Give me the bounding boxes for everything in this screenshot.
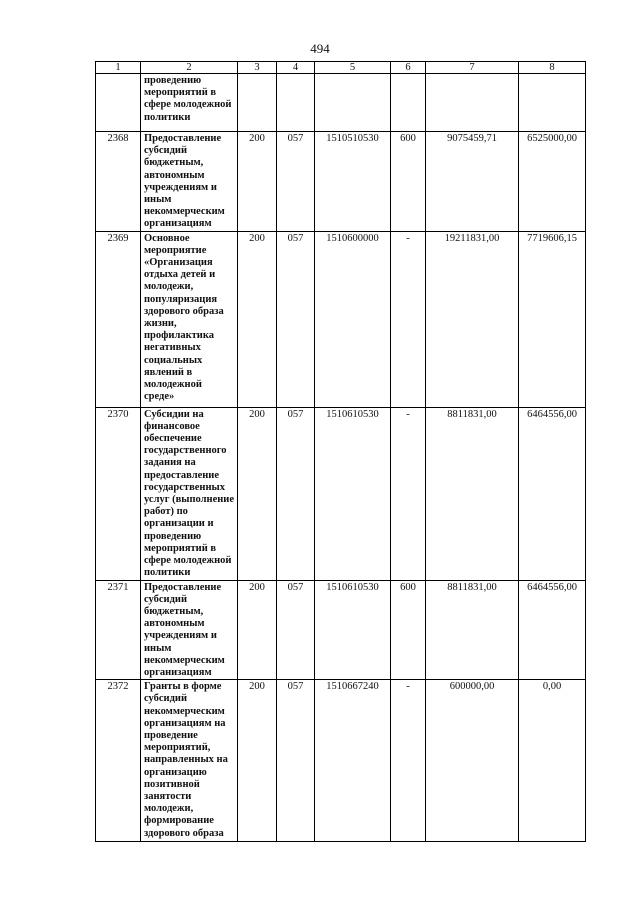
row-col6: -	[391, 231, 426, 407]
column-header: 1	[96, 62, 141, 74]
row-name: проведению мероприятий в сфере молодежной политики	[141, 74, 238, 132]
row-col5: 1510610530	[315, 407, 391, 580]
row-col3: 200	[238, 407, 277, 580]
row-number: 2371	[96, 580, 141, 680]
row-number: 2370	[96, 407, 141, 580]
row-col6: -	[391, 407, 426, 580]
row-col3	[238, 74, 277, 132]
row-col8: 6464556,00	[519, 580, 586, 680]
row-col4: 057	[277, 407, 315, 580]
row-col5	[315, 74, 391, 132]
row-col5: 1510667240	[315, 680, 391, 842]
row-col4	[277, 74, 315, 132]
row-col8: 6525000,00	[519, 132, 586, 232]
row-col4: 057	[277, 580, 315, 680]
row-name: Предоставление субсидий бюджетным, автономным учреждениям и иным некоммерческим организациям	[141, 132, 238, 232]
row-name: Гранты в форме субсидий некоммерческим организациям на проведение мероприятий, направленных на организацию позитивной занятости молодежи, формирование здорового образа	[141, 680, 238, 842]
table-row	[96, 132, 586, 232]
budget-table	[95, 61, 586, 842]
row-col4: 057	[277, 680, 315, 842]
row-col6: 600	[391, 580, 426, 680]
page-number: 494	[310, 41, 330, 56]
column-header: 7	[426, 62, 519, 74]
row-col3: 200	[238, 231, 277, 407]
table-row	[96, 407, 586, 580]
row-number: 2368	[96, 132, 141, 232]
row-name: Субсидии на финансовое обеспечение государственного задания на предоставление государственных услуг (выполнение работ) по организации и проведению мероприятий в сфере молодежной политики	[141, 407, 238, 580]
row-col3: 200	[238, 680, 277, 842]
column-header: 6	[391, 62, 426, 74]
row-col5: 1510510530	[315, 132, 391, 232]
row-col7: 8811831,00	[426, 407, 519, 580]
column-header: 8	[519, 62, 586, 74]
row-number	[96, 74, 141, 132]
column-header: 2	[141, 62, 238, 74]
row-name: Предоставление субсидий бюджетным, автономным учреждениям и иным некоммерческим организациям	[141, 580, 238, 680]
row-col7: 9075459,71	[426, 132, 519, 232]
row-col7: 19211831,00	[426, 231, 519, 407]
row-col5: 1510600000	[315, 231, 391, 407]
row-col7: 600000,00	[426, 680, 519, 842]
row-col6	[391, 74, 426, 132]
row-col5: 1510610530	[315, 580, 391, 680]
row-col8	[519, 74, 586, 132]
row-col8: 6464556,00	[519, 407, 586, 580]
table-row	[96, 231, 586, 407]
table-row	[96, 74, 586, 132]
row-col7	[426, 74, 519, 132]
table-row	[96, 580, 586, 680]
row-number: 2369	[96, 231, 141, 407]
column-header: 5	[315, 62, 391, 74]
row-name: Основное мероприятие «Организация отдыха детей и молодежи, популяризация здорового образа жизни, профилактика негативных социальных явлений в молодежной среде»	[141, 231, 238, 407]
row-col4: 057	[277, 231, 315, 407]
column-header: 3	[238, 62, 277, 74]
row-col8: 0,00	[519, 680, 586, 842]
row-col7: 8811831,00	[426, 580, 519, 680]
table-row	[96, 680, 586, 842]
row-col4: 057	[277, 132, 315, 232]
header-row	[96, 62, 586, 74]
row-col3: 200	[238, 132, 277, 232]
row-col8: 7719606,15	[519, 231, 586, 407]
row-col6: -	[391, 680, 426, 842]
column-header: 4	[277, 62, 315, 74]
row-number: 2372	[96, 680, 141, 842]
row-col6: 600	[391, 132, 426, 232]
row-col3: 200	[238, 580, 277, 680]
